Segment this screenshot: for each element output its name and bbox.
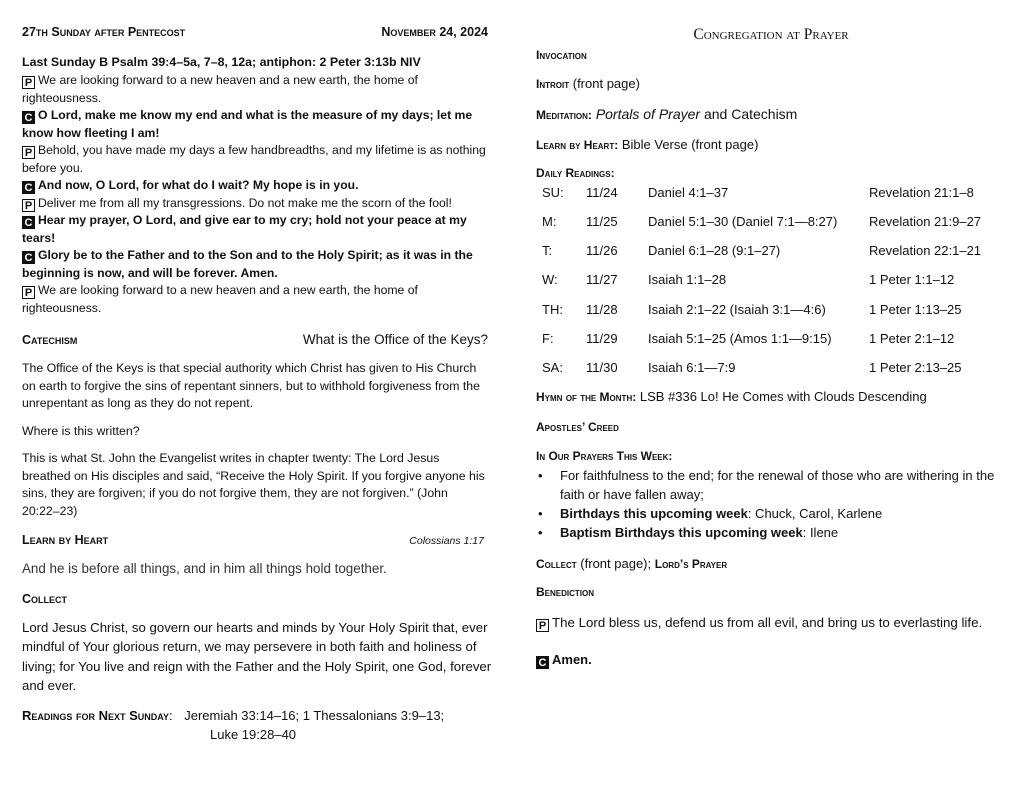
table-row [542, 302, 1006, 322]
reading-day: TH: [542, 302, 563, 317]
invocation-heading: Invocation [536, 48, 587, 62]
meditation-book: Portals of Prayer [595, 106, 701, 122]
reading-ot: Isaiah 5:1–25 (Amos 1:1—9:15) [648, 331, 832, 346]
amen-line [536, 652, 592, 669]
table-row [542, 185, 1006, 205]
apostles-creed-heading: Apostles’ Creed [536, 420, 619, 434]
table-row [542, 214, 1006, 234]
benediction-text [536, 613, 1002, 632]
reading-nt: Revelation 21:9–27 [869, 214, 982, 229]
learn-by-heart-verse: And he is before all things, and in him all things hold together. [22, 561, 387, 576]
table-row [542, 272, 1006, 292]
congregation-mark-icon: C [536, 656, 549, 669]
benediction-heading: Benediction [536, 585, 595, 599]
reading-date: 11/24 [586, 185, 618, 200]
reading-day: T: [542, 243, 553, 258]
collect-prayer: Lord Jesus Christ, so govern our hearts and minds by Your Holy Spirit that, ever mindful of Your glorious return, we may persevere in both faith and holiness of living; for You live and reign with the Father and the Holy Spirit, one God, forever and ever. [22, 620, 492, 693]
reading-ot: Daniel 4:1–37 [648, 185, 729, 200]
benediction-words: The Lord bless us, defend us from all evil, and bring us to everlasting life. [552, 615, 983, 630]
meditation-line [536, 106, 797, 122]
amen-text: Amen. [552, 652, 592, 667]
congregation-mark-icon: C [22, 216, 35, 229]
pastor-mark-icon: P [22, 76, 35, 89]
prayer-list [536, 466, 1006, 542]
reading-day: W: [542, 272, 558, 287]
psalm-line: C O Lord, make me know my end and what is the measure of my days; let me know how fleeting I am! [22, 108, 473, 140]
reading-ot: Isaiah 2:1–22 (Isaiah 3:1—4:6) [648, 302, 826, 317]
baptism-names: : Ilene [802, 525, 839, 540]
header-date: November 24, 2024 [381, 25, 488, 39]
psalm-line: P We are looking forward to a new heaven and a new earth, the home of righteousness. [22, 283, 418, 315]
reading-day: SA: [542, 360, 563, 375]
reading-ot: Isaiah 6:1—7:9 [648, 360, 736, 375]
reading-nt: Revelation 21:1–8 [869, 185, 974, 200]
catechism-where: Where is this written? [22, 424, 140, 438]
hymn-label: Hymn of the Month: [536, 390, 637, 404]
table-row [542, 331, 1006, 351]
reading-day: SU: [542, 185, 564, 200]
reading-nt: 1 Peter 1:13–25 [869, 302, 962, 317]
reading-nt: Revelation 22:1–21 [869, 243, 982, 258]
reading-date: 11/25 [586, 214, 618, 229]
table-row [542, 243, 1006, 263]
catechism-label: Catechism [22, 333, 78, 347]
catechism-scripture: This is what St. John the Evangelist writes in chapter twenty: The Lord Jesus breathed on His disciples and said, “Receive the Holy Spirit. If you forgive anyone his sins, they are forgiven; if you do not forgive them, they are not forgiven.” (John 20:22–23) [22, 451, 485, 518]
next-sunday-colon: : [168, 708, 173, 723]
reading-ot: Daniel 5:1–30 (Daniel 7:1—8:27) [648, 214, 838, 229]
reading-date: 11/26 [586, 243, 618, 258]
introit-line [536, 76, 640, 91]
reading-day: M: [542, 214, 557, 229]
collect-text-right: (front page); [580, 556, 652, 571]
birthdays-names: : Chuck, Carol, Karlene [747, 506, 883, 521]
meditation-rest: and Catechism [703, 106, 798, 122]
catechism-question: What is the Office of the Keys? [302, 332, 488, 347]
next-sunday-line2: Luke 19:28–40 [210, 727, 297, 742]
congregation-mark-icon: C [22, 251, 35, 264]
psalm-line: P Behold, you have made my days a few handbreadths, and my lifetime is as nothing before you. [22, 143, 486, 175]
reading-date: 11/27 [586, 272, 618, 287]
reading-ot: Isaiah 1:1–28 [648, 272, 727, 287]
congregation-mark-icon: C [22, 111, 35, 124]
list-item [536, 523, 1006, 542]
pastor-mark-icon: P [22, 199, 35, 212]
psalm-line: C Hear my prayer, O Lord, and give ear to my cry; hold not your peace at my tears! [22, 213, 467, 245]
reading-nt: 1 Peter 1:1–12 [869, 272, 955, 287]
list-item [536, 466, 1006, 504]
lords-prayer-label: Lord’s Prayer [654, 557, 728, 571]
list-item [536, 504, 1006, 523]
hymn-line [536, 389, 927, 404]
learn-by-heart-reference: Colossians 1:17 [409, 535, 484, 547]
reading-date: 11/30 [586, 360, 618, 375]
page-title: Congregation at Prayer [693, 26, 849, 43]
congregation-mark-icon: C [22, 181, 35, 194]
next-sunday-line1: Jeremiah 33:14–16; 1 Thessalonians 3:9–13; [184, 708, 445, 723]
learn-by-heart-line [536, 137, 758, 152]
psalm-block [22, 72, 488, 317]
reading-ot: Daniel 6:1–28 (9:1–27) [648, 243, 781, 258]
reading-nt: 1 Peter 2:13–25 [869, 360, 962, 375]
introit-label: Introit [536, 77, 570, 91]
learn-by-heart-text-right: Bible Verse (front page) [621, 137, 759, 152]
reading-date: 11/28 [586, 302, 618, 317]
psalm-title: Last Sunday B Psalm 39:4–5a, 7–8, 12a; antiphon: 2 Peter 3:13b NIV [22, 55, 421, 69]
prayer-faithfulness: For faithfulness to the end; for the renewal of those who are withering in the faith or have fallen away; [560, 468, 995, 502]
prayers-label: In Our Prayers This Week: [536, 449, 673, 463]
collect-label: Collect [22, 592, 68, 606]
next-sunday-label: Readings for Next Sunday [22, 708, 169, 723]
catechism-answer: The Office of the Keys is that special authority which Christ has given to His Church on earth to forgive the sins of repentant sinners, but to withhold forgiveness from the unrepentant as long as they do not repent. [22, 361, 480, 411]
psalm-line: P Deliver me from all my transgressions. Do not make me the scorn of the fool! [22, 195, 488, 213]
baptism-label: Baptism Birthdays this upcoming week [560, 525, 803, 540]
reading-nt: 1 Peter 2:1–12 [869, 331, 955, 346]
table-row [542, 360, 1006, 380]
birthdays-label: Birthdays this upcoming week [560, 506, 748, 521]
pastor-mark-icon: P [22, 286, 35, 299]
psalm-line: C Glory be to the Father and to the Son and to the Holy Spirit; as it was in the beginning is now, and will be forever. Amen. [22, 248, 473, 280]
collect-label-right: Collect [536, 557, 577, 571]
meditation-label: Meditation: [536, 108, 592, 122]
learn-by-heart-label-right: Learn by Heart: [536, 138, 619, 152]
reading-date: 11/29 [586, 331, 618, 346]
learn-by-heart-label: Learn by Heart [22, 533, 109, 547]
collect-line [536, 556, 727, 571]
next-sunday-readings [22, 708, 444, 723]
pastor-mark-icon: P [536, 619, 549, 632]
psalm-line: P We are looking forward to a new heaven and a new earth, the home of righteousness. [22, 73, 418, 105]
pastor-mark-icon: P [22, 146, 35, 159]
introit-text: (front page) [572, 76, 640, 91]
psalm-line: C And now, O Lord, for what do I wait? My hope is in you. [22, 177, 488, 195]
daily-readings-label: Daily Readings: [536, 166, 615, 180]
header-title: 27th Sunday after Pentecost [22, 25, 186, 39]
hymn-text: LSB #336 Lo! He Comes with Clouds Descending [639, 389, 927, 404]
reading-day: F: [542, 331, 554, 346]
